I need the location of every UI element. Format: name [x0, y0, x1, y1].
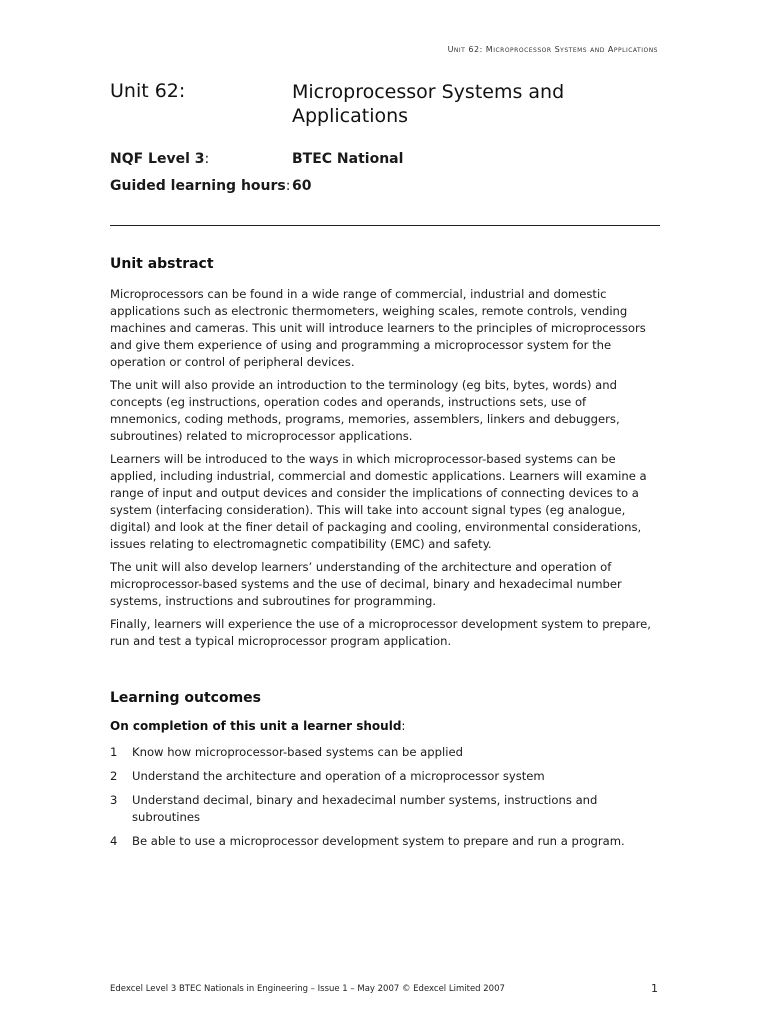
running-header: Unit 62: Microprocessor Systems and Applications	[447, 45, 658, 54]
outcomes-intro-text: On completion of this unit a learner should	[110, 719, 402, 733]
list-item	[110, 833, 658, 850]
outcomes-intro-colon: :	[401, 719, 406, 733]
outcome-number: 1	[110, 745, 118, 759]
guided-hours-colon: :	[285, 178, 291, 194]
page-footer: Edexcel Level 3 BTEC Nationals in Engineering – Issue 1 – May 2007 © Edexcel Limited 2007	[110, 984, 505, 994]
abstract-paragraph: The unit will also provide an introduction to the terminology (eg bits, bytes, words) and concepts (eg instructions, operation codes and operands, instructions sets, use of mnemonics, coding methods, programs, memories, assemblers, linkers and debuggers, subroutines) related to microprocessor applications.	[110, 378, 620, 443]
page-number: 1	[651, 982, 658, 995]
unit-title: Microprocessor Systems and Applications	[292, 81, 565, 127]
guided-hours-label: Guided learning hours	[110, 178, 286, 194]
header-divider	[110, 225, 660, 226]
unit-number: Unit 62:	[110, 80, 186, 102]
outcome-number: 3	[110, 793, 118, 807]
list-item	[110, 768, 658, 785]
unit-abstract-body	[110, 286, 658, 656]
list-item	[110, 792, 658, 826]
outcome-text: Understand the architecture and operation of a microprocessor system	[132, 769, 545, 783]
abstract-paragraph: Finally, learners will experience the use of a microprocessor development system to prepare, run and test a typical microprocessor program application.	[110, 617, 651, 648]
nqf-level-value: BTEC National	[292, 151, 404, 167]
abstract-paragraph: Learners will be introduced to the ways in which microprocessor-based systems can be applied, including industrial, commercial and domestic applications. Learners will examine a range of input and output devices and consider the implications of connecting devices to a system (interfacing consideration). This will take into account signal types (eg analogue, digital) and look at the finer detail of packaging and cooling, environmental considerations, issues relating to electromagnetic compatibility (EMC) and safety.	[110, 452, 647, 551]
unit-abstract-heading: Unit abstract	[110, 256, 214, 272]
outcome-text: Understand decimal, binary and hexadecimal number systems, instructions and subroutines	[132, 793, 598, 824]
outcomes-intro	[110, 719, 405, 733]
outcome-text: Be able to use a microprocessor development system to prepare and run a program.	[132, 834, 625, 848]
outcome-text: Know how microprocessor-based systems can be applied	[132, 745, 463, 759]
learning-outcomes-heading: Learning outcomes	[110, 690, 262, 706]
learning-outcomes-list	[110, 744, 658, 857]
list-item	[110, 744, 658, 761]
nqf-level-label: NQF Level 3	[110, 151, 205, 167]
abstract-paragraph: The unit will also develop learners’ understanding of the architecture and operation of microprocessor-based systems and the use of decimal, binary and hexadecimal number systems, instructions and subroutines for programming.	[110, 560, 622, 608]
guided-hours-value: 60	[292, 178, 312, 194]
outcome-number: 4	[110, 834, 118, 848]
abstract-paragraph: Microprocessors can be found in a wide range of commercial, industrial and domestic applications such as electronic thermometers, weighing scales, remote controls, vending machines and cameras. This unit will introduce learners to the principles of microprocessors and give them experience of using and programming a microprocessor system for the operation or control of peripheral devices.	[110, 287, 646, 369]
outcome-number: 2	[110, 769, 118, 783]
nqf-level-colon: :	[204, 151, 210, 167]
